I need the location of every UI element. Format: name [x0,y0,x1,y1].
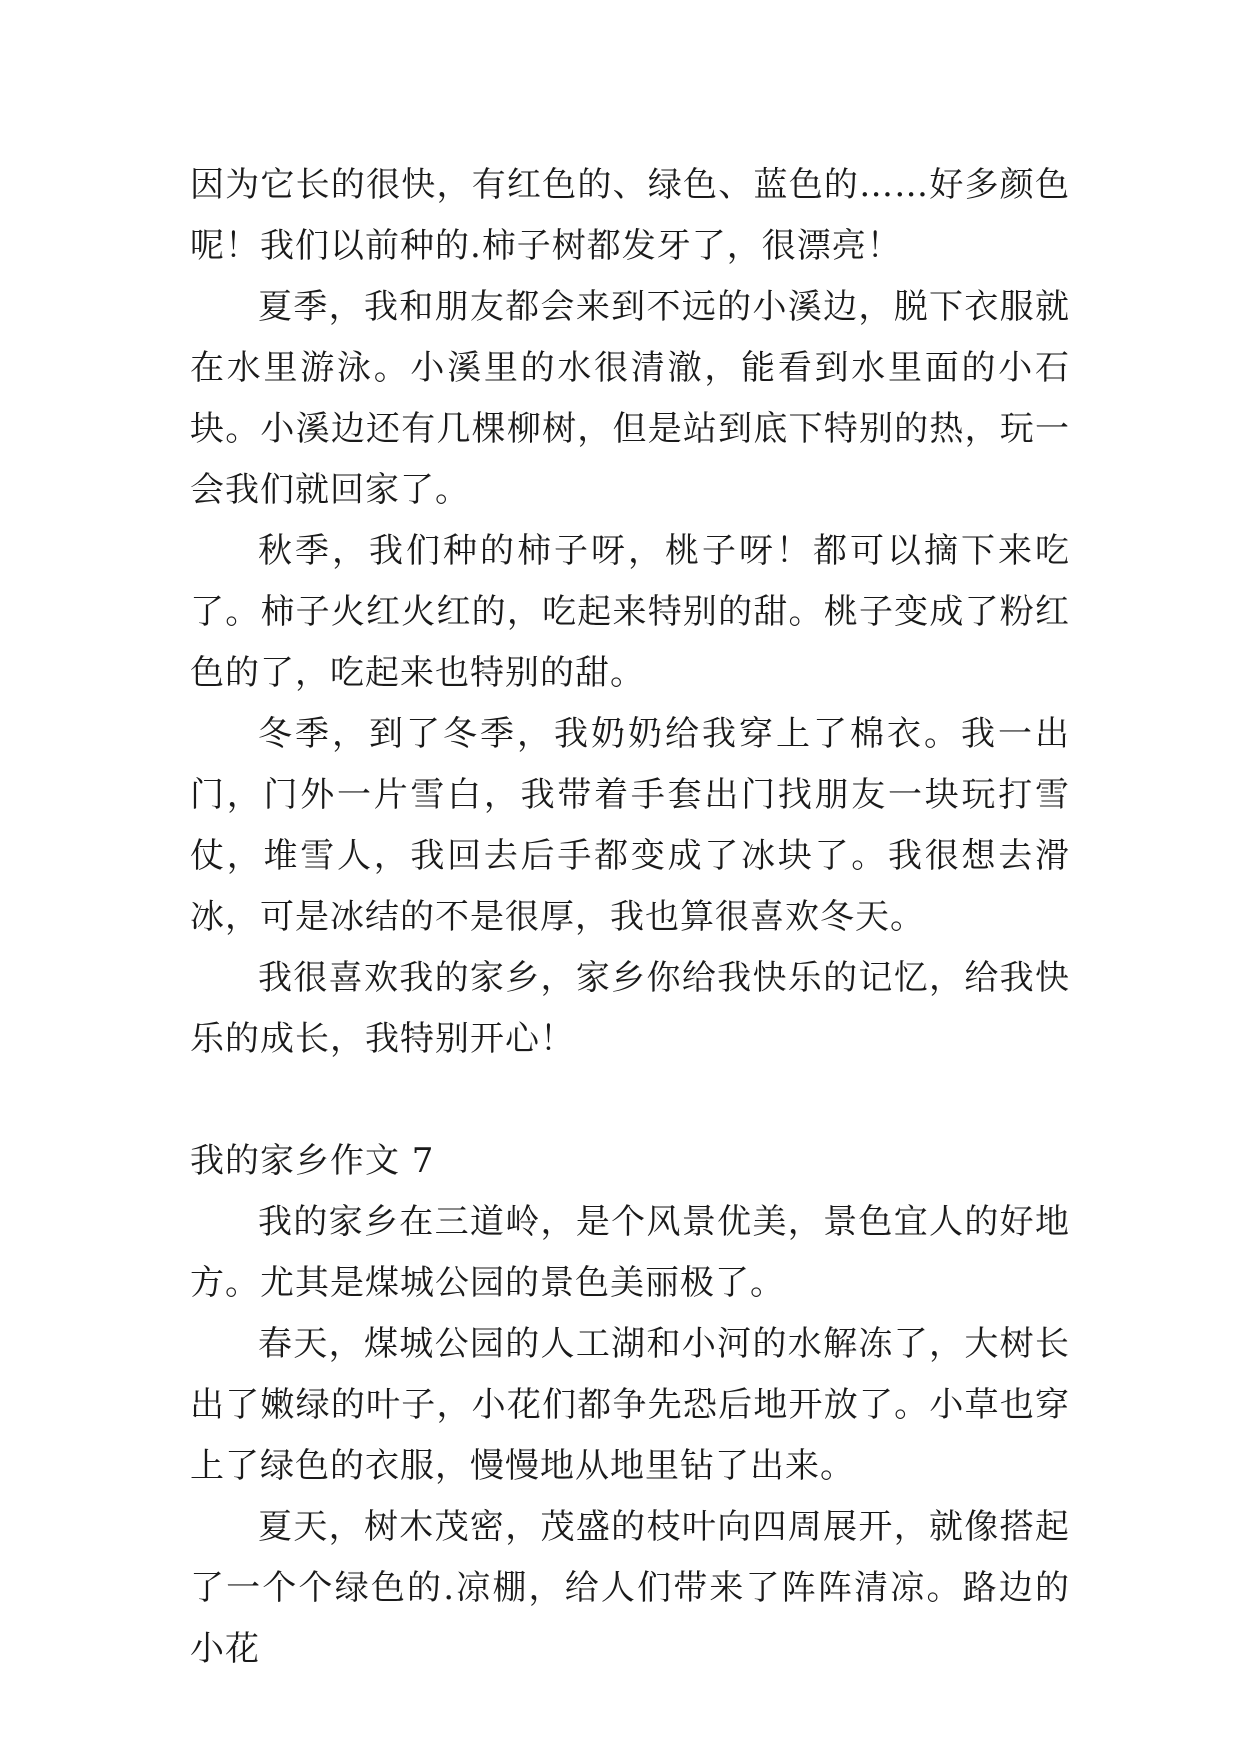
document-body [190,155,1070,1680]
paragraph-summer: 夏季，我和朋友都会来到不远的小溪边，脱下衣服就在水里游泳。小溪里的水很清澈，能看到水里面的小石块。小溪边还有几棵柳树，但是站到底下特别的热，玩一会我们就回家了。 [190,287,1070,510]
paragraph-autumn: 秋季，我们种的柿子呀，桃子呀！都可以摘下来吃了。柿子火红火红的，吃起来特别的甜。桃子变成了粉红色的了，吃起来也特别的甜。 [190,531,1070,693]
paragraph-intro: 我的家乡在三道岭，是个风景优美，景色宜人的好地方。尤其是煤城公园的景色美丽极了。 [190,1202,1070,1303]
section-spacer [190,1070,1070,1131]
paragraph-winter: 冬季，到了冬季，我奶奶给我穿上了棉衣。我一出门，门外一片雪白，我带着手套出门找朋友一块玩打雪仗，堆雪人，我回去后手都变成了冰块了。我很想去滑冰，可是冰结的不是很厚，我也算很喜欢冬天。 [190,714,1070,937]
paragraph-continuation: 因为它长的很快，有红色的、绿色、蓝色的……好多颜色呢！我们以前种的.柿子树都发牙了，很漂亮！ [190,165,1070,266]
paragraph-summer-2: 夏天，树木茂密，茂盛的枝叶向四周展开，就像搭起了一个个绿色的.凉棚，给人们带来了阵阵清凉。路边的小花 [190,1507,1070,1669]
paragraph-conclusion: 我很喜欢我的家乡，家乡你给我快乐的记忆，给我快乐的成长，我特别开心！ [190,958,1070,1059]
essay-title: 我的家乡作文 7 [190,1141,435,1181]
paragraph-spring: 春天，煤城公园的人工湖和小河的水解冻了，大树长出了嫩绿的叶子，小花们都争先恐后地开放了。小草也穿上了绿色的衣服，慢慢地从地里钻了出来。 [190,1324,1070,1486]
